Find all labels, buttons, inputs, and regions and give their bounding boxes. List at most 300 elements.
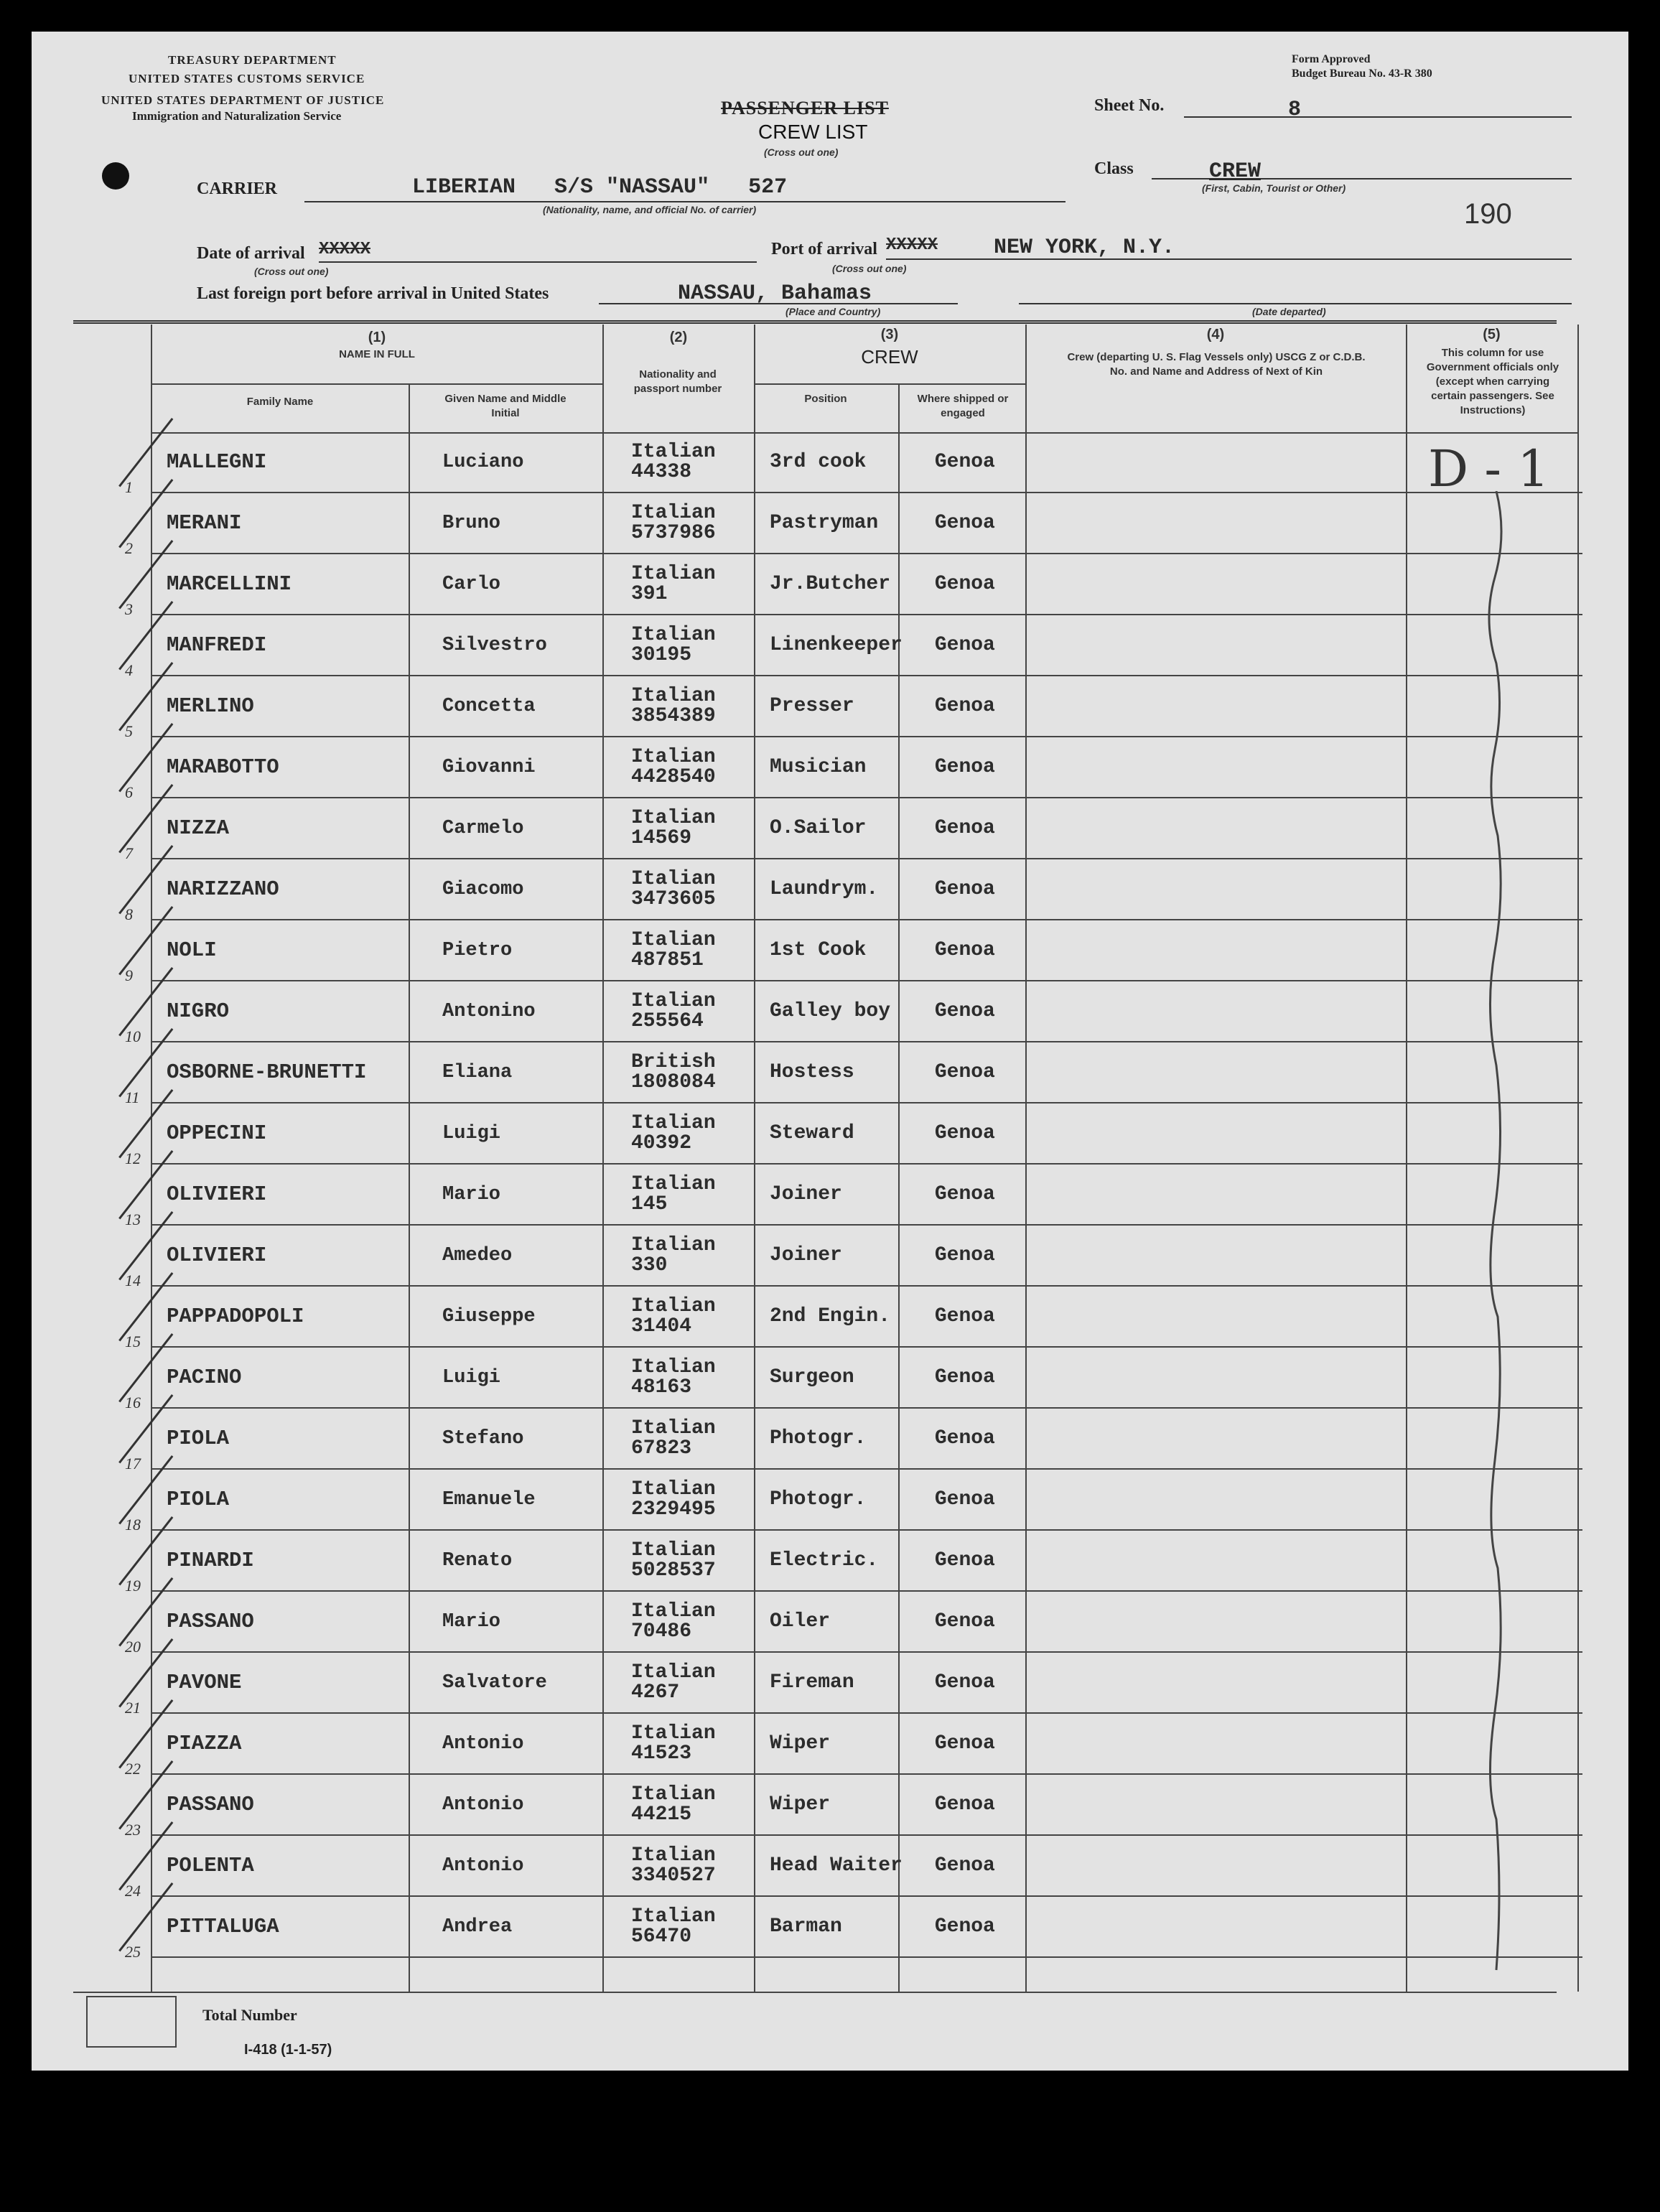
shipped-cell: Genoa	[903, 981, 1030, 1042]
passport-number: 14569	[631, 826, 692, 849]
passport-number: 4267	[631, 1681, 680, 1704]
col1-number: (1)	[368, 330, 386, 345]
position-header: Position	[804, 393, 847, 405]
nationality-cell	[604, 615, 755, 676]
position-cell: O.Sailor	[755, 798, 903, 859]
position-cell: Barman	[755, 1896, 903, 1957]
nationality-text: Italian	[631, 1661, 716, 1684]
given-name-cell: Antonio	[410, 1713, 604, 1774]
total-number-label: Total Number	[202, 2006, 297, 2024]
passport-number: 67823	[631, 1437, 692, 1460]
family-name-cell: MERLINO	[152, 676, 410, 737]
table-row	[152, 798, 1582, 859]
row-number: 16	[125, 1394, 141, 1411]
shipped-cell: Genoa	[903, 615, 1030, 676]
crew-table	[152, 432, 1582, 1958]
row-number: 12	[125, 1149, 141, 1167]
nationality-text: Italian	[631, 989, 716, 1012]
position-cell: Presser	[755, 676, 903, 737]
date-of-arrival-struck: XXXXX	[319, 240, 371, 259]
table-row	[152, 1042, 1582, 1103]
family-name-cell: PAVONE	[152, 1652, 410, 1713]
nationality-cell	[604, 737, 755, 798]
table-row	[152, 859, 1582, 920]
agency-line-1: TREASURY DEPARTMENT	[168, 53, 337, 67]
next-of-kin-cell	[1030, 1652, 1410, 1713]
position-cell: Hostess	[755, 1042, 903, 1103]
shipped-cell: Genoa	[903, 1286, 1030, 1347]
row-number: 5	[125, 722, 133, 740]
nationality-cell	[604, 798, 755, 859]
table-row	[152, 676, 1582, 737]
nationality-text: Italian	[631, 928, 716, 951]
nationality-text: Italian	[631, 1905, 716, 1928]
position-cell: Pastryman	[755, 493, 903, 554]
position-cell: Photogr.	[755, 1408, 903, 1469]
nationality-cell	[604, 1774, 755, 1835]
shipped-cell: Genoa	[903, 1835, 1030, 1896]
table-row	[152, 493, 1582, 554]
table-row	[152, 1530, 1582, 1591]
next-of-kin-cell	[1030, 1286, 1410, 1347]
nationality-cell	[604, 554, 755, 615]
next-of-kin-cell	[1030, 1408, 1410, 1469]
next-of-kin-cell	[1030, 1225, 1410, 1286]
agency-line-2: UNITED STATES CUSTOMS SERVICE	[129, 72, 365, 85]
nationality-text: Italian	[631, 1233, 716, 1256]
family-name-cell: MARABOTTO	[152, 737, 410, 798]
shipped-cell: Genoa	[903, 1164, 1030, 1225]
row-number: 20	[125, 1638, 141, 1656]
given-name-cell: Andrea	[410, 1896, 604, 1957]
family-name-cell: NIGRO	[152, 981, 410, 1042]
nationality-cell	[604, 1469, 755, 1530]
col5-number: (5)	[1483, 327, 1501, 342]
nationality-text: Italian	[631, 1722, 716, 1745]
given-name-cell: Bruno	[410, 493, 604, 554]
shipped-cell: Genoa	[903, 1530, 1030, 1591]
port-of-arrival-value: NEW YORK, N.Y.	[994, 235, 1175, 260]
passport-number: 40392	[631, 1131, 692, 1154]
row-number: 21	[125, 1699, 141, 1717]
family-name-cell: MANFREDI	[152, 615, 410, 676]
given-name-header: Given Name and Middle Initial	[444, 393, 566, 419]
given-name-cell: Concetta	[410, 676, 604, 737]
row-number: 23	[125, 1821, 141, 1839]
nationality-text: Italian	[631, 1417, 716, 1439]
punch-hole	[102, 162, 129, 190]
passport-number: 2329495	[631, 1498, 716, 1521]
given-name-cell: Eliana	[410, 1042, 604, 1103]
given-name-cell: Pietro	[410, 920, 604, 981]
passport-number: 330	[631, 1254, 668, 1277]
last-port-value: NASSAU, Bahamas	[678, 281, 872, 306]
nationality-cell	[604, 432, 755, 493]
next-of-kin-cell	[1030, 432, 1410, 493]
class-note: (First, Cabin, Tourist or Other)	[1202, 182, 1346, 194]
given-name-cell: Antonino	[410, 981, 604, 1042]
shipped-cell: Genoa	[903, 1225, 1030, 1286]
row-number: 24	[125, 1882, 141, 1900]
carrier-label: CARRIER	[197, 179, 278, 198]
nationality-cell	[604, 1103, 755, 1164]
date-departed-line	[1019, 303, 1572, 304]
col1-header: NAME IN FULL	[339, 348, 415, 360]
family-name-cell: PIAZZA	[152, 1713, 410, 1774]
table-row	[152, 432, 1582, 493]
table-row	[152, 737, 1582, 798]
nationality-text: Italian	[631, 1111, 716, 1134]
shipped-cell: Genoa	[903, 676, 1030, 737]
nationality-text: Italian	[631, 1478, 716, 1501]
next-of-kin-cell	[1030, 1835, 1410, 1896]
next-of-kin-cell	[1030, 1347, 1410, 1408]
given-name-cell: Emanuele	[410, 1469, 604, 1530]
date-of-arrival-line	[319, 261, 757, 263]
family-name-cell: NIZZA	[152, 798, 410, 859]
last-port-label: Last foreign port before arrival in United States	[197, 284, 549, 303]
given-name-cell: Salvatore	[410, 1652, 604, 1713]
next-of-kin-cell	[1030, 859, 1410, 920]
nationality-cell	[604, 1408, 755, 1469]
given-name-cell: Antonio	[410, 1835, 604, 1896]
table-top-rule	[73, 320, 1557, 324]
given-name-cell: Silvestro	[410, 615, 604, 676]
next-of-kin-cell	[1030, 493, 1410, 554]
table-row	[152, 1591, 1582, 1652]
next-of-kin-cell	[1030, 1774, 1410, 1835]
table-row	[152, 1896, 1582, 1957]
next-of-kin-cell	[1030, 1530, 1410, 1591]
position-cell: Oiler	[755, 1591, 903, 1652]
nationality-text: Italian	[631, 623, 716, 646]
position-cell: Wiper	[755, 1713, 903, 1774]
passport-number: 3854389	[631, 704, 716, 727]
next-of-kin-cell	[1030, 1713, 1410, 1774]
given-name-cell: Stefano	[410, 1408, 604, 1469]
row-number: 15	[125, 1333, 141, 1350]
nationality-cell	[604, 1835, 755, 1896]
nationality-text: Italian	[631, 867, 716, 890]
shipped-cell: Genoa	[903, 554, 1030, 615]
passport-number: 44338	[631, 460, 692, 483]
class-value: CREW	[1209, 159, 1262, 184]
shipped-cell: Genoa	[903, 493, 1030, 554]
nationality-cell	[604, 1347, 755, 1408]
table-row	[152, 981, 1582, 1042]
next-of-kin-cell	[1030, 737, 1410, 798]
table-row	[152, 1713, 1582, 1774]
family-name-cell: OSBORNE-BRUNETTI	[152, 1042, 410, 1103]
position-cell: 3rd cook	[755, 432, 903, 493]
passport-number: 56470	[631, 1925, 692, 1948]
shipped-cell: Genoa	[903, 798, 1030, 859]
nationality-text: Italian	[631, 806, 716, 829]
budget-bureau-number: Budget Bureau No. 43-R 380	[1292, 67, 1432, 80]
given-name-cell: Luigi	[410, 1347, 604, 1408]
position-cell: Photogr.	[755, 1469, 903, 1530]
nationality-cell	[604, 493, 755, 554]
row-number: 1	[125, 478, 133, 496]
position-cell: Musician	[755, 737, 903, 798]
carrier-line	[304, 201, 1066, 202]
row-number: 25	[125, 1943, 141, 1961]
family-name-cell: PASSANO	[152, 1591, 410, 1652]
nationality-text: Italian	[631, 1172, 716, 1195]
family-name-header: Family Name	[246, 396, 314, 408]
date-departed-note: (Date departed)	[1252, 306, 1326, 317]
next-of-kin-cell	[1030, 1896, 1410, 1957]
shipped-cell: Genoa	[903, 1896, 1030, 1957]
shipped-header: Where shipped or engaged	[917, 393, 1009, 419]
family-name-cell: PASSANO	[152, 1774, 410, 1835]
row-number: 11	[125, 1088, 140, 1106]
nationality-text: Italian	[631, 684, 716, 707]
nationality-cell	[604, 920, 755, 981]
next-of-kin-cell	[1030, 798, 1410, 859]
table-row	[152, 1286, 1582, 1347]
nationality-cell	[604, 1896, 755, 1957]
position-cell: 2nd Engin.	[755, 1286, 903, 1347]
family-name-cell: PITTALUGA	[152, 1896, 410, 1957]
table-row	[152, 615, 1582, 676]
given-name-cell: Renato	[410, 1530, 604, 1591]
next-of-kin-cell	[1030, 676, 1410, 737]
nationality-text: Italian	[631, 1844, 716, 1867]
row-number: 10	[125, 1027, 141, 1045]
passport-number: 3340527	[631, 1864, 716, 1887]
row-number: 2	[125, 539, 133, 557]
document-page	[32, 32, 1628, 2071]
nationality-text: Italian	[631, 1539, 716, 1562]
passport-number: 3473605	[631, 887, 716, 910]
nationality-cell	[604, 859, 755, 920]
nationality-text: Italian	[631, 440, 716, 463]
position-cell: Joiner	[755, 1164, 903, 1225]
header-line-name	[151, 383, 603, 385]
nationality-cell	[604, 981, 755, 1042]
nationality-cell	[604, 1530, 755, 1591]
position-cell: Fireman	[755, 1652, 903, 1713]
family-name-cell: PAPPADOPOLI	[152, 1286, 410, 1347]
next-of-kin-cell	[1030, 1103, 1410, 1164]
nationality-cell	[604, 1286, 755, 1347]
last-port-note: (Place and Country)	[785, 306, 881, 317]
carrier-value: LIBERIAN S/S "NASSAU" 527	[412, 175, 788, 200]
table-bottom-rule	[73, 1992, 1557, 1993]
given-name-cell: Luciano	[410, 432, 604, 493]
agency-line-3: UNITED STATES DEPARTMENT OF JUSTICE	[101, 93, 385, 107]
family-name-cell: OLIVIERI	[152, 1225, 410, 1286]
passport-number: 487851	[631, 948, 704, 971]
crew-header: CREW	[861, 346, 918, 368]
row-number: 14	[125, 1271, 141, 1289]
passport-number: 5737986	[631, 521, 716, 544]
position-cell: Head Waiter	[755, 1835, 903, 1896]
header-line-crew	[754, 383, 1025, 385]
passport-number: 44215	[631, 1803, 692, 1826]
row-number: 19	[125, 1577, 141, 1595]
table-row	[152, 554, 1582, 615]
shipped-cell: Genoa	[903, 737, 1030, 798]
shipped-cell: Genoa	[903, 920, 1030, 981]
given-name-cell: Carlo	[410, 554, 604, 615]
next-of-kin-cell	[1030, 981, 1410, 1042]
next-of-kin-cell	[1030, 1591, 1410, 1652]
given-name-cell: Mario	[410, 1164, 604, 1225]
col2-number: (2)	[669, 330, 688, 345]
col4-number: (4)	[1206, 327, 1225, 342]
position-cell: Linenkeeper	[755, 615, 903, 676]
shipped-cell: Genoa	[903, 1591, 1030, 1652]
table-row	[152, 1774, 1582, 1835]
ditto-wavy-line	[1475, 491, 1518, 1977]
shipped-cell: Genoa	[903, 1652, 1030, 1713]
passport-number: 145	[631, 1193, 668, 1215]
passport-number: 255564	[631, 1009, 704, 1032]
row-number: 4	[125, 661, 133, 679]
official-annotation: D - 1	[1428, 439, 1549, 498]
family-name-cell: NARIZZANO	[152, 859, 410, 920]
sheet-label: Sheet No.	[1094, 96, 1165, 115]
official-use-header: This column for use Government officials only (except when carrying certain passengers. See Instructions)	[1426, 347, 1559, 416]
table-row	[152, 1103, 1582, 1164]
form-number: I-418 (1-1-57)	[244, 2042, 332, 2058]
port-note: (Cross out one)	[832, 263, 907, 274]
family-name-cell: PIOLA	[152, 1469, 410, 1530]
shipped-cell: Genoa	[903, 1774, 1030, 1835]
class-label: Class	[1094, 159, 1134, 178]
stamped-number: 190	[1464, 198, 1512, 230]
next-of-kin-cell	[1030, 615, 1410, 676]
shipped-cell: Genoa	[903, 432, 1030, 493]
given-name-cell: Giovanni	[410, 737, 604, 798]
nationality-text: Italian	[631, 562, 716, 585]
port-of-arrival-label: Port of arrival	[771, 240, 877, 258]
family-name-cell: PINARDI	[152, 1530, 410, 1591]
shipped-cell: Genoa	[903, 1347, 1030, 1408]
next-of-kin-cell	[1030, 920, 1410, 981]
nationality-text: Italian	[631, 501, 716, 524]
nationality-cell	[604, 1713, 755, 1774]
position-cell: Steward	[755, 1103, 903, 1164]
row-number: 18	[125, 1516, 141, 1534]
shipped-cell: Genoa	[903, 1408, 1030, 1469]
given-name-cell: Mario	[410, 1591, 604, 1652]
position-cell: 1st Cook	[755, 920, 903, 981]
next-of-kin-cell	[1030, 554, 1410, 615]
family-name-cell: PIOLA	[152, 1408, 410, 1469]
nationality-text: Italian	[631, 745, 716, 768]
table-row	[152, 1164, 1582, 1225]
nationality-cell	[604, 1042, 755, 1103]
position-cell: Joiner	[755, 1225, 903, 1286]
next-of-kin-cell	[1030, 1164, 1410, 1225]
nationality-cell	[604, 676, 755, 737]
family-name-cell: PACINO	[152, 1347, 410, 1408]
nationality-cell	[604, 1164, 755, 1225]
row-number: 17	[125, 1455, 141, 1473]
title-note: (Cross out one)	[764, 146, 839, 158]
carrier-note: (Nationality, name, and official No. of carrier)	[543, 204, 757, 215]
family-name-cell: MERANI	[152, 493, 410, 554]
shipped-cell: Genoa	[903, 1042, 1030, 1103]
nationality-text: Italian	[631, 1294, 716, 1317]
row-number: 6	[125, 783, 133, 801]
nationality-text: Italian	[631, 1355, 716, 1378]
row-number: 22	[125, 1760, 141, 1778]
agency-line-4: Immigration and Naturalization Service	[132, 109, 342, 123]
row-number: 8	[125, 905, 133, 923]
row-number: 13	[125, 1210, 141, 1228]
given-name-cell: Amedeo	[410, 1225, 604, 1286]
passport-number: 30195	[631, 643, 692, 666]
nationality-text: British	[631, 1050, 716, 1073]
position-cell: Electric.	[755, 1530, 903, 1591]
given-name-cell: Luigi	[410, 1103, 604, 1164]
table-row	[152, 1835, 1582, 1896]
table-row	[152, 1469, 1582, 1530]
family-name-cell: OLIVIERI	[152, 1164, 410, 1225]
row-number: 3	[125, 600, 133, 618]
table-row	[152, 1652, 1582, 1713]
shipped-cell: Genoa	[903, 1713, 1030, 1774]
date-of-arrival-label: Date of arrival	[197, 244, 305, 263]
family-name-cell: MARCELLINI	[152, 554, 410, 615]
given-name-cell: Giuseppe	[410, 1286, 604, 1347]
nationality-cell	[604, 1225, 755, 1286]
shipped-cell: Genoa	[903, 1103, 1030, 1164]
shipped-cell: Genoa	[903, 1469, 1030, 1530]
sheet-value: 8	[1288, 98, 1302, 122]
passport-number: 391	[631, 582, 668, 605]
row-number: 7	[125, 844, 133, 862]
family-name-cell: NOLI	[152, 920, 410, 981]
position-cell: Galley boy	[755, 981, 903, 1042]
family-name-cell: MALLEGNI	[152, 432, 410, 493]
given-name-cell: Antonio	[410, 1774, 604, 1835]
port-struck: XXXXX	[886, 235, 938, 255]
given-name-cell: Carmelo	[410, 798, 604, 859]
nationality-cell	[604, 1652, 755, 1713]
table-row	[152, 920, 1582, 981]
passenger-list-struck: PASSENGER LIST	[721, 98, 889, 118]
nationality-header: Nationality and passport number	[633, 368, 722, 395]
passport-number: 31404	[631, 1315, 692, 1338]
sheet-line	[1184, 116, 1572, 118]
port-line	[886, 258, 1572, 260]
next-of-kin-header: Crew (departing U. S. Flag Vessels only) USCG Z or C.D.B. No. and Name and Address of Next of Kin	[1067, 351, 1366, 378]
col3-number: (3)	[880, 327, 899, 342]
position-cell: Jr.Butcher	[755, 554, 903, 615]
family-name-cell: POLENTA	[152, 1835, 410, 1896]
position-cell: Wiper	[755, 1774, 903, 1835]
passport-number: 41523	[631, 1742, 692, 1765]
next-of-kin-cell	[1030, 1469, 1410, 1530]
row-number: 9	[125, 966, 133, 984]
table-row	[152, 1408, 1582, 1469]
nationality-text: Italian	[631, 1783, 716, 1806]
total-number-box	[86, 1996, 177, 2048]
passport-number: 70486	[631, 1620, 692, 1643]
form-title: CREW LIST	[758, 121, 868, 143]
given-name-cell: Giacomo	[410, 859, 604, 920]
nationality-text: Italian	[631, 1600, 716, 1623]
family-name-cell: OPPECINI	[152, 1103, 410, 1164]
table-row	[152, 1347, 1582, 1408]
position-cell: Laundrym.	[755, 859, 903, 920]
passport-number: 4428540	[631, 765, 716, 788]
